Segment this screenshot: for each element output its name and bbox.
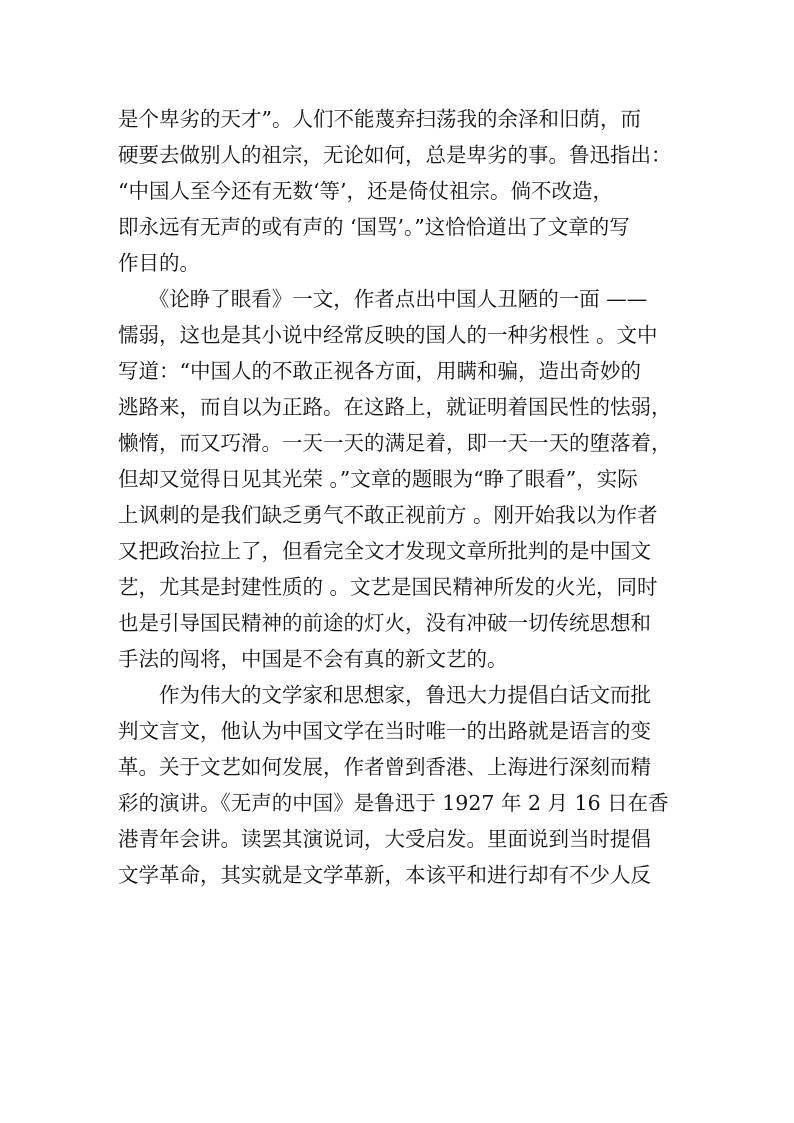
text-line: 港青年会讲。读罢其演说词，大受启发。里面说到当时提倡 xyxy=(118,827,651,851)
text-line: 即永远有无声的或有声的 ‘国骂’。”这恰恰道出了文章的写 xyxy=(118,215,630,239)
text-line: 《论睁了眼看》一文，作者点出中国人丑陋的一面 —— xyxy=(118,287,648,311)
text-line: 作为伟大的文学家和思想家，鲁迅大力提倡白话文而批 xyxy=(118,683,651,707)
text-line: 懦弱，这也是其小说中经常反映的国人的一种劣根性 。文中 xyxy=(118,323,658,347)
text-line: 写道：“中国人的不敢正视各方面，用瞒和骗，造出奇妙的 xyxy=(118,359,641,383)
text-line: 逃路来，而自以为正路。在这路上，就证明着国民性的怯弱， xyxy=(118,395,672,419)
text-line: 硬要去做别人的祖宗，无论如何，总是卑劣的事。鲁迅指出： xyxy=(118,143,672,167)
text-line: 懒惰，而又巧滑。一天一天的满足着，即一天一天的堕落着， xyxy=(118,431,672,455)
text-line: 上讽刺的是我们缺乏勇气不敢正视前方 。刚开始我以为作者 xyxy=(118,503,658,527)
text-line: 作目的。 xyxy=(118,251,200,275)
text-line: 也是引导国民精神的前途的灯火，没有冲破一切传统思想和 xyxy=(118,611,651,635)
text-line: 又把政治拉上了，但看完全文才发现文章所批判的是中国文 xyxy=(118,539,651,563)
text-line: 手法的闯将，中国是不会有真的新文艺的。 xyxy=(118,647,508,671)
text-line: 但却又觉得日见其光荣 。”文章的题眼为“睁了眼看”，实际 xyxy=(118,467,638,491)
text-line: 艺，尤其是封建性质的 。文艺是国民精神所发的火光，同时 xyxy=(118,575,658,599)
text-line: “中国人至今还有无数‘等’，还是倚仗祖宗。倘不改造， xyxy=(118,179,614,203)
text-line: 判文言文，他认为中国文学在当时唯一的出路就是语言的变 xyxy=(118,719,651,743)
text-line: 文学革命，其实就是文学革新，本该平和进行却有不少人反 xyxy=(118,863,651,887)
text-line: 是个卑劣的天才”。人们不能蔑弃扫荡我的余泽和旧荫，而 xyxy=(118,107,641,131)
text-line: 革。关于文艺如何发展，作者曾到香港、上海进行深刻而精 xyxy=(118,755,651,779)
text-line: 彩的演讲。《无声的中国》是鲁迅于 1927 年 2 月 16 日在香 xyxy=(118,791,669,815)
